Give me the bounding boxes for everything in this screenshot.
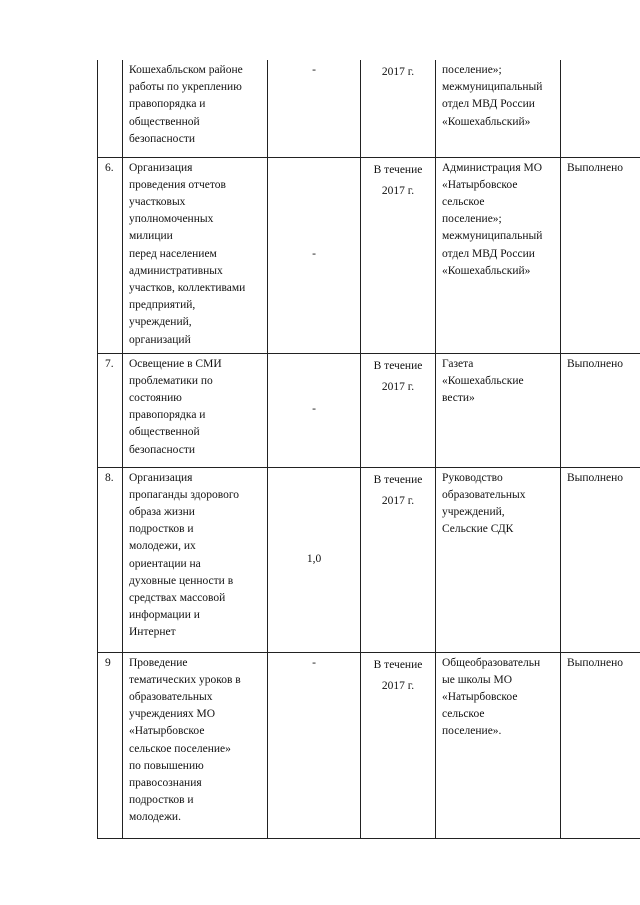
term-cell — [361, 353, 436, 467]
event-description: Проведение тематических уроков в образовательных учреждениях МО «Натырбовское сельское поселение» по повышению правосознания подростков и молодежи. — [123, 652, 268, 838]
row-number: 6. — [98, 157, 123, 353]
term-line-1: В течение — [373, 359, 423, 372]
term-line-1: В течение — [373, 163, 423, 176]
term-cell — [361, 157, 436, 353]
term-line-1: В течение — [373, 658, 423, 671]
term-line-1: 2017 г. — [381, 66, 415, 78]
event-description: Организация пропаганды здорового образа жизни подростков и молодежи, их ориентации на духовные ценности в средствах массовой информации и Интернет — [123, 467, 268, 652]
term-line-2: 2017 г. — [381, 679, 415, 692]
funding-amount: 1,0 — [268, 467, 361, 652]
status-cell: Выполнено — [561, 353, 640, 467]
table-row — [98, 467, 640, 652]
row-number — [98, 60, 123, 157]
table-row — [98, 652, 640, 838]
responsible-party: Администрация МО «Натырбовское сельское поселение»; межмуниципальный отдел МВД России «Кошехабльский» — [436, 157, 561, 353]
row-number: 7. — [98, 353, 123, 467]
term-line-2: 2017 г. — [381, 494, 415, 507]
responsible-party: поселение»; межмуниципальный отдел МВД России «Кошехабльский» — [436, 60, 561, 157]
funding-amount: - — [268, 353, 361, 467]
table-row — [98, 353, 640, 467]
term-cell — [361, 652, 436, 838]
funding-amount: - — [268, 652, 361, 838]
event-description: Освещение в СМИ проблематики по состоянию правопорядка и общественной безопасности — [123, 353, 268, 467]
row-number: 8. — [98, 467, 123, 652]
event-description: Организация проведения отчетов участковых уполномоченных милиции перед населением административных участков, коллективами предприятий, учреждений, организаций — [123, 157, 268, 353]
term-line-2: 2017 г. — [381, 184, 415, 197]
table-row — [98, 157, 640, 353]
status-cell: Выполнено — [561, 467, 640, 652]
term-line-1: В течение — [373, 473, 423, 486]
term-line-2: 2017 г. — [381, 380, 415, 393]
status-cell: Выполнено — [561, 157, 640, 353]
term-cell — [361, 60, 436, 157]
funding-amount: - — [268, 60, 361, 157]
status-cell — [561, 60, 640, 157]
responsible-party: Газета «Кошехабльские вести» — [436, 353, 561, 467]
term-cell — [361, 467, 436, 652]
measures-table — [97, 60, 640, 839]
row-number: 9 — [98, 652, 123, 838]
responsible-party: Общеобразовательн ые школы МО «Натырбовское сельское поселение». — [436, 652, 561, 838]
responsible-party: Руководство образовательных учреждений, Сельские СДК — [436, 467, 561, 652]
table-row — [98, 60, 640, 157]
status-cell: Выполнено — [561, 652, 640, 838]
funding-amount: - — [268, 157, 361, 353]
event-description: Кошехабльском районе работы по укреплению правопорядка и общественной безопасности — [123, 60, 268, 157]
